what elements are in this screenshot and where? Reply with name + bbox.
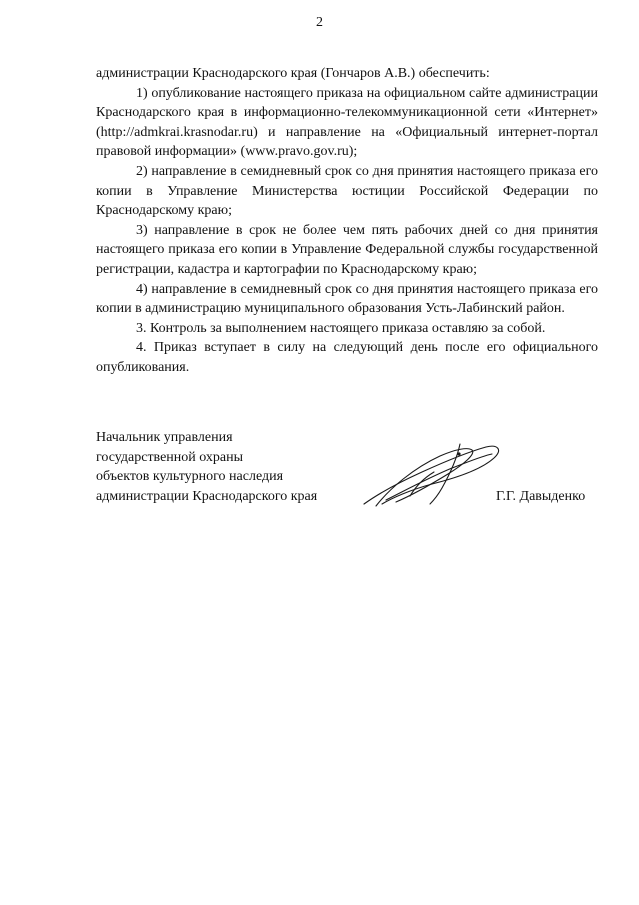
paragraph-intro: администрации Краснодарского края (Гончаров А.В.) обеспечить: — [96, 66, 490, 81]
signer-position-line: объектов культурного наследия — [96, 469, 284, 484]
paragraph-effective: 4. Приказ вступает в силу на следующий день после его официального опубликования. — [96, 340, 598, 375]
signer-position-line: Начальник управления — [96, 430, 233, 445]
paragraph-item-2: 2) направление в семидневный срок со дня принятия настоящего приказа его копии в Управление Министерства юстиции Российской Федерации по Краснодарскому краю; — [96, 163, 598, 219]
paragraph-item-1: 1) опубликование настоящего приказа на официальном сайте администрации Краснодарского края в информационно-телекоммуникационной сети «Интернет» (http://admkrai.krasnodar.ru) и направление на «Официальный интернет-портал правовой информации» (www.pravo.gov.ru); — [96, 85, 598, 160]
document-body — [96, 64, 598, 378]
signer-position-line: государственной охраны — [96, 449, 244, 465]
signer-position-line: администрации Краснодарского края — [96, 488, 318, 504]
page-number: 2 — [316, 15, 323, 30]
signer-name: Г.Г. Давыденко — [496, 489, 586, 504]
paragraph-item-4: 4) направление в семидневный срок со дня принятия настоящего приказа его копии в администрацию муниципального образования Усть-Лабинский район. — [96, 281, 598, 317]
paragraph-control: 3. Контроль за выполнением настоящего приказа оставляю за собой. — [136, 320, 546, 336]
handwritten-signature — [356, 438, 506, 510]
signer-position — [96, 428, 317, 506]
paragraph-item-3: 3) направление в срок не более чем пять рабочих дней со дня принятия настоящего приказа его копии в Управление Федеральной службы государственной регистрации, кадастра и картографии по Краснодарскому краю; — [96, 222, 598, 277]
